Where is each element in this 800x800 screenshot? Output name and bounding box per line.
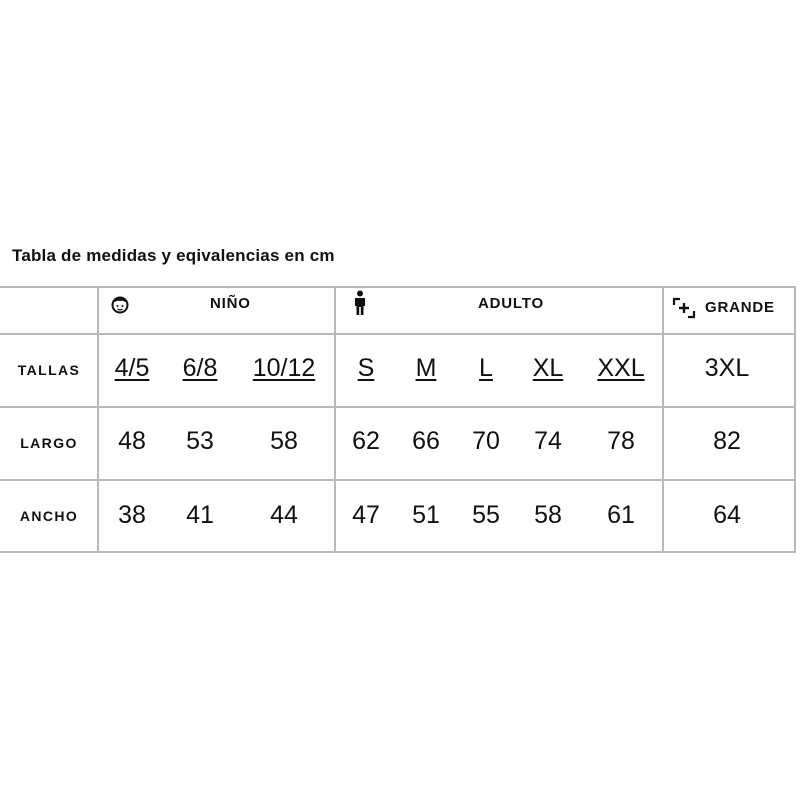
grid-line-bottom: [0, 551, 796, 553]
grid-line-largo: [0, 479, 796, 481]
grid-divider-adulto: [662, 286, 664, 553]
row-label-tallas: TALLAS: [17, 362, 81, 378]
grid-line-header: [0, 333, 796, 335]
size-cell: XL: [532, 354, 564, 382]
expand-plus-icon: [672, 297, 696, 319]
table-title: Tabla de medidas y eqivalencias en cm: [12, 246, 335, 265]
group-label-grande: GRANDE: [705, 299, 775, 316]
row-label-largo: LARGO: [20, 435, 78, 451]
size-cell: 4/5: [114, 354, 150, 382]
grid-line-tallas: [0, 406, 796, 408]
ancho-cell: 51: [412, 501, 440, 529]
ancho-cell: 55: [472, 501, 500, 529]
size-cell: L: [479, 354, 493, 382]
row-label-ancho: ANCHO: [19, 508, 79, 524]
grid-divider-nino: [334, 286, 336, 553]
largo-cell: 66: [412, 427, 440, 455]
largo-cell: 78: [607, 427, 635, 455]
largo-cell: 48: [118, 427, 146, 455]
size-cell: XXL: [597, 354, 645, 382]
ancho-cell: 47: [352, 501, 380, 529]
group-label-nino: NIÑO: [210, 295, 251, 312]
grid-line-top: [0, 286, 796, 288]
adult-person-icon: [352, 290, 368, 316]
largo-cell: 62: [352, 427, 380, 455]
group-header-nino: [110, 294, 130, 314]
ancho-cell: 44: [270, 501, 298, 529]
size-cell: 3XL: [704, 354, 750, 382]
grid-divider-right: [794, 286, 796, 553]
ancho-cell: 64: [713, 501, 741, 529]
size-cell: M: [415, 354, 437, 382]
largo-cell: 74: [534, 427, 562, 455]
largo-cell: 70: [472, 427, 500, 455]
largo-cell: 58: [270, 427, 298, 455]
ancho-cell: 41: [186, 501, 214, 529]
size-cell: 10/12: [252, 354, 316, 382]
group-header-grande: [672, 297, 696, 319]
group-label-adulto: ADULTO: [478, 295, 544, 312]
largo-cell: 53: [186, 427, 214, 455]
group-header-adulto: [352, 290, 368, 316]
size-cell: S: [357, 354, 375, 382]
size-cell: 6/8: [182, 354, 218, 382]
largo-cell: 82: [713, 427, 741, 455]
ancho-cell: 38: [118, 501, 146, 529]
ancho-cell: 58: [534, 501, 562, 529]
ancho-cell: 61: [607, 501, 635, 529]
child-face-icon: [110, 294, 130, 314]
